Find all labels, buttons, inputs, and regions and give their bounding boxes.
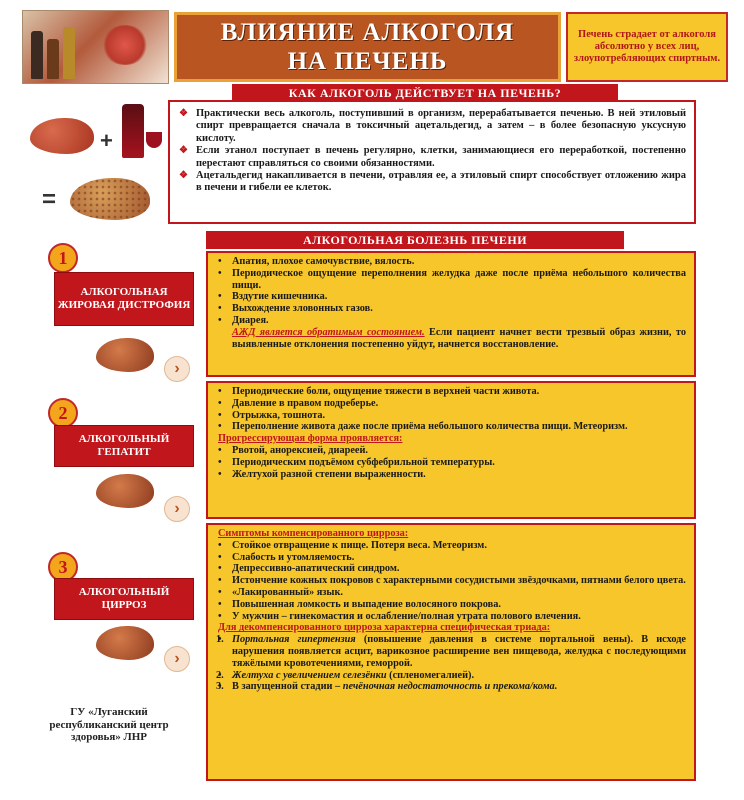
torso-liver-highlight [101,25,149,65]
intro-text-box [168,100,696,224]
organization-credit: ГУ «Луганский республиканский центр здоровья» ЛНР [49,706,169,743]
arrow-right-icon: › [164,496,190,522]
list-item: • Стойкое отвращение к пище. Потеря веса. Метеоризм. [232,540,686,552]
list-item: • Истончение кожных покровов с характерными сосудистыми звёздочками, пятнами белого цвета. [232,575,686,587]
stage-3-label: АЛКОГОЛЬНЫЙ ЦИРРОЗ [54,578,194,620]
list-item: • Диарея. [232,315,686,327]
decompensated-heading: Для декомпенсированного цирроза характерна специфическая триада: [218,622,551,634]
warning-note-text: Печень страдает от алкоголя абсолютно у всех лиц, злоупотребляющих спиртным. [573,29,721,64]
reversible-note: АЖД является обратимым состоянием. [232,326,425,338]
arrow-right-icon: › [164,356,190,382]
list-item: • Выхождение зловонных газов. [232,303,686,315]
list-item: • Желтухой разной степени выраженности. [232,469,686,481]
list-item: • Вздутие кишечника. [232,291,686,303]
list-item: • Апатия, плохое самочувствие, вялость. [232,256,686,268]
list-item: ❖ Практически весь алкоголь, поступивший в организм, перерабатывается печенью. В ней этиловый спирт превращается сначала в токсичный ацетальдегид, а затем – в более безопасную уксусную кислоту. [179,108,686,144]
diamond-bullet-icon: ❖ [179,170,188,182]
fatty-liver-icon [96,338,154,372]
damaged-liver-icon [70,178,150,220]
list-item: • Отрыжка, тошнота. [232,410,686,422]
equals-sign: = [42,186,57,213]
list-item: • Переполнение живота даже после приёма небольшого количества пищи. Метеоризм. [232,421,686,433]
list-item: • Периодическим подъёмом субфебрильной температуры. [232,457,686,469]
hero-image-alcohol-liver [22,10,169,84]
wine-bottle-icon [122,104,144,158]
list-item: • Депрессивно-апатический синдром. [232,563,686,575]
stage-1-list [232,256,686,327]
wine-glass-icon [146,132,162,148]
disease-banner: АЛКОГОЛЬНАЯ БОЛЕЗНЬ ПЕЧЕНИ [206,231,624,249]
page-title [221,18,514,76]
triad-item: • 3. В запущенной стадии – печёночная недостаточность и прекома/кома. [232,681,686,693]
stage-1-number: 1 [48,243,78,273]
triad-item: • 1. Портальная гипертензия (повышение давления в системе портальной вены). В исходе нарушения появляется асцит, варикозное расширение вен пищевода, желудка с последующими тяжёлыми кровотечениями, геморрой. [232,634,686,669]
bottle-icon [63,27,75,79]
cirrhosis-liver-icon [96,626,154,660]
arrow-right-icon: › [164,646,190,672]
list-item: ❖ Если этанол поступает в печень регулярно, клетки, занимающиеся его переработкой, постепенно перестают справляться со своими обязанностями. [179,145,686,169]
bottle-icon [47,39,59,79]
list-item: • Периодические боли, ощущение тяжести в верхней части живота. [232,386,686,398]
hepatitis-liver-icon [96,474,154,508]
list-item: • Слабость и утомляемость. [232,552,686,564]
plus-sign: + [100,128,113,153]
diamond-bullet-icon: ❖ [179,108,188,119]
stage-2-label: АЛКОГОЛЬНЫЙ ГЕПАТИТ [54,425,194,467]
stage-3-box [206,523,696,781]
list-item: ❖ Ацетальдегид накапливается в печени, отравляя ее, а этиловый спирт способствует отложению жира в печени и гибели ее клеток. [179,170,686,194]
bottle-icon [31,31,43,79]
stage-1-label: АЛКОГОЛЬНАЯ ЖИРОВАЯ ДИСТРОФИЯ [54,272,194,326]
list-item: • Повышенная ломкость и выпадение волосяного покрова. [232,599,686,611]
compensated-heading: Симптомы компенсированного цирроза: [218,528,409,539]
title-banner [174,12,561,82]
stage-2-box [206,381,696,519]
list-item: • Периодическое ощущение переполнения желудка даже после приёма небольшого количества пищи. [232,268,686,292]
stage-2-list [232,386,686,433]
diamond-bullet-icon: ❖ [179,145,188,157]
stage-1-note [232,327,686,351]
stage-3-list [232,540,686,623]
reversible-note-text: Если пациент начнет вести трезвый образ жизни, то выявленные отклонения постепенно уйдут, начнется восстановление. [232,326,686,350]
triad-item: • 2. Желтуха с увеличением селезёнки (спленомегалией). [232,670,686,682]
liver-icon [30,118,94,154]
title-line-1: ВЛИЯНИЕ АЛКОГОЛЯ [220,19,515,46]
intro-banner: КАК АЛКОГОЛЬ ДЕЙСТВУЕТ НА ПЕЧЕНЬ? [232,84,618,102]
warning-note [566,12,728,82]
intro-list [179,108,686,195]
list-item: • Давление в правом подреберье. [232,398,686,410]
triad-list [216,634,687,693]
progressive-heading: Прогрессирующая форма проявляется: [218,433,403,445]
list-item: • «Лакированный» язык. [232,587,686,599]
progressive-list [232,445,686,480]
stage-2-number: 2 [48,398,78,428]
list-item: • Рвотой, анорексией, диареей. [232,445,686,457]
stage-1-box [206,251,696,377]
list-item: • У мужчин – гинекомастия и ослабление/полная утрата полового влечения. [232,611,686,623]
stage-3-number: 3 [48,552,78,582]
title-line-2: НА ПЕЧЕНЬ [287,48,448,75]
